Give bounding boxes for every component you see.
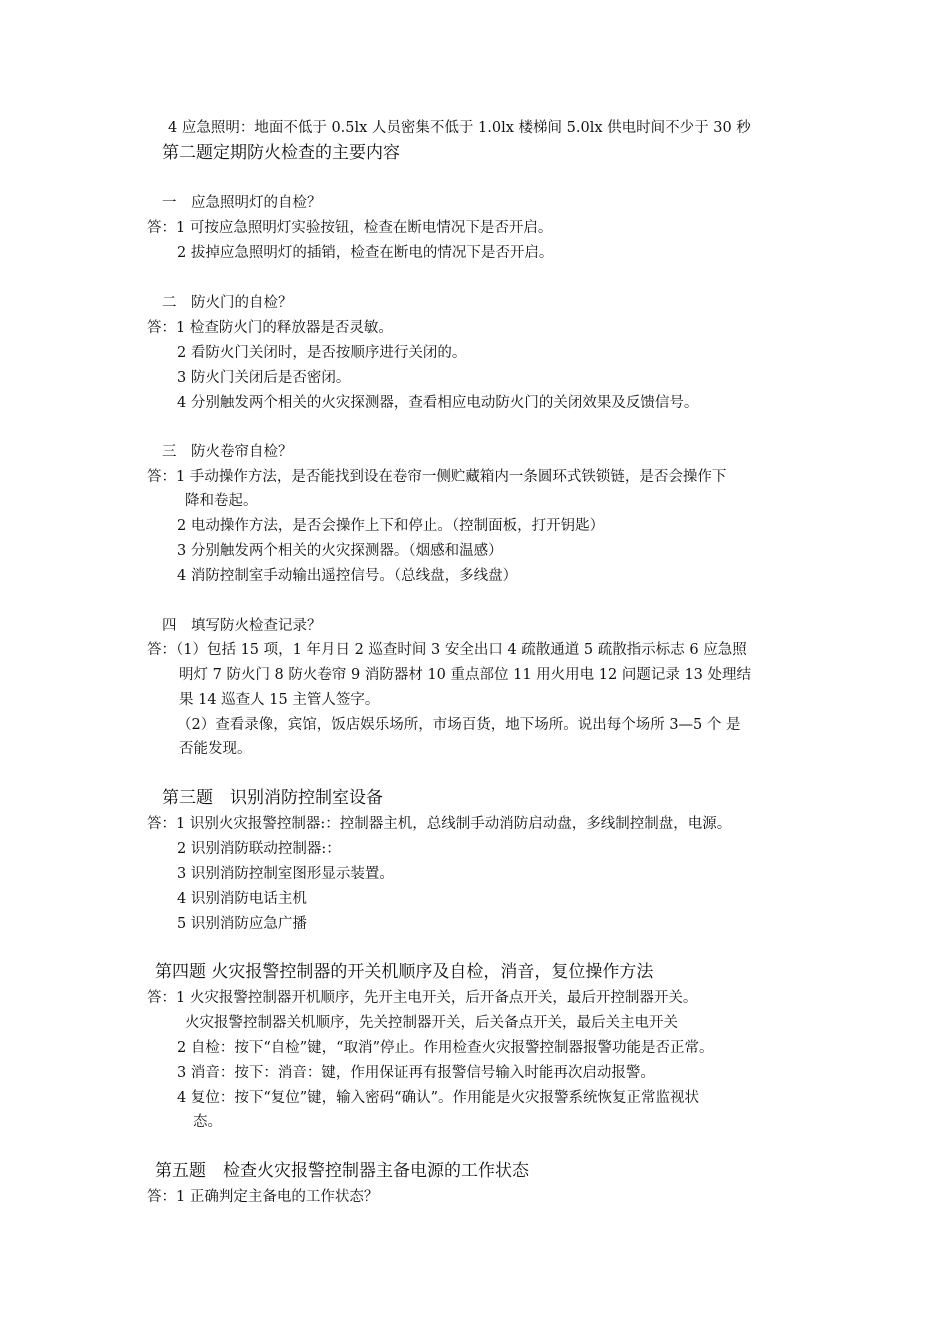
- answer-line: 3 识别消防控制室图形显示装置。: [177, 866, 394, 882]
- answer-line: （2）查看录像，宾馆，饭店娱乐场所，市场百货，地下场所。说出每个场所 3—5 个 是: [177, 717, 741, 733]
- answer-line: 3 分别触发两个相关的火灾探测器。（烟感和温感）: [177, 543, 503, 559]
- answer-line: 2 电动操作方法，是否会操作上下和停止。（控制面板，打开钥匙）: [177, 518, 605, 534]
- answer-line: 答：1 识别火灾报警控制器:：控制器主机，总线制手动消防启动盘，多线制控制盘，电源。: [147, 816, 732, 832]
- answer-line: 答：1 检查防火门的释放器是否灵敏。: [147, 320, 393, 336]
- section-4-title: 第四题 火灾报警控制器的开关机顺序及自检，消音，复位操作方法: [155, 962, 654, 982]
- answer-line: 2 看防火门关闭时，是否按顺序进行关闭的。: [177, 345, 467, 361]
- answer-line: 答：1 可按应急照明灯实验按钮，检查在断电情况下是否开启。: [147, 220, 553, 236]
- question-1: 一 应急照明灯的自检？: [162, 195, 322, 211]
- answer-line: 降和卷起。: [185, 493, 258, 509]
- answer-line: 2 识别消防联动控制器:：: [177, 841, 341, 857]
- answer-line: 4 消防控制室手动输出遥控信号。（总线盘，多线盘）: [177, 568, 518, 584]
- answer-line: 4 识别消防电话主机: [177, 891, 307, 907]
- answer-line: 火灾报警控制器关机顺序，先关控制器开关，后关备点开关，最后关主电开关: [185, 1015, 678, 1031]
- answer-line: 答：1 正确判定主备电的工作状态？: [147, 1189, 379, 1205]
- question-2: 二 防火门的自检？: [162, 295, 293, 311]
- question-3: 三 防火卷帘自检？: [162, 444, 293, 460]
- section-2-title: 第二题定期防火检查的主要内容: [162, 143, 400, 163]
- answer-line: 答：1 手动操作方法，是否能找到设在卷帘一侧贮藏箱内一条圆环式铁锁链，是否会操作下: [147, 469, 727, 485]
- answer-line: 3 防火门关闭后是否密闭。: [177, 370, 351, 386]
- answer-line: 4 分别触发两个相关的火灾探测器，查看相应电动防火门的关闭效果及反馈信号。: [177, 395, 699, 411]
- line-emergency-lighting: 4 应急照明：地面不低于 0.5lx 人员密集不低于 1.0lx 楼梯间 5.0lx 供电时间不少于 30 秒: [168, 120, 751, 136]
- section-3-title: 第三题 识别消防控制室设备: [162, 788, 383, 808]
- answer-line: 3 消音：按下：消音：键，作用保证再有报警信号输入时能再次启动报警。: [177, 1065, 655, 1081]
- answer-line: 5 识别消防应急广播: [177, 916, 307, 932]
- answer-line: 2 自检：按下“自检”键，“取消”停止。作用检查火灾报警控制器报警功能是否正常。: [177, 1040, 714, 1056]
- answer-line: 答：（1）包括 15 项，1 年月日 2 巡查时间 3 安全出口 4 疏散通道 5 疏散指示标志 6 应急照: [147, 642, 747, 658]
- answer-line: 4 复位：按下“复位”键，输入密码“确认”。作用能是火灾报警系统恢复正常监视状: [177, 1090, 699, 1106]
- answer-line: 态。: [193, 1114, 222, 1130]
- question-4: 四 填写防火检查记录？: [162, 618, 322, 634]
- answer-line: 2 拔掉应急照明灯的插销，检查在断电的情况下是否开启。: [177, 245, 554, 261]
- answer-line: 果 14 巡查人 15 主管人签字。: [179, 692, 380, 708]
- answer-line: 否能发现。: [179, 741, 252, 757]
- answer-line: 明灯 7 防火门 8 防火卷帘 9 消防器材 10 重点部位 11 用火用电 12 问题记录 13 处理结: [179, 667, 752, 683]
- section-5-title: 第五题 检查火灾报警控制器主备电源的工作状态: [155, 1161, 529, 1181]
- answer-line: 答：1 火灾报警控制器开机顺序，先开主电开关，后开备点开关，最后开控制器开关。: [147, 990, 698, 1006]
